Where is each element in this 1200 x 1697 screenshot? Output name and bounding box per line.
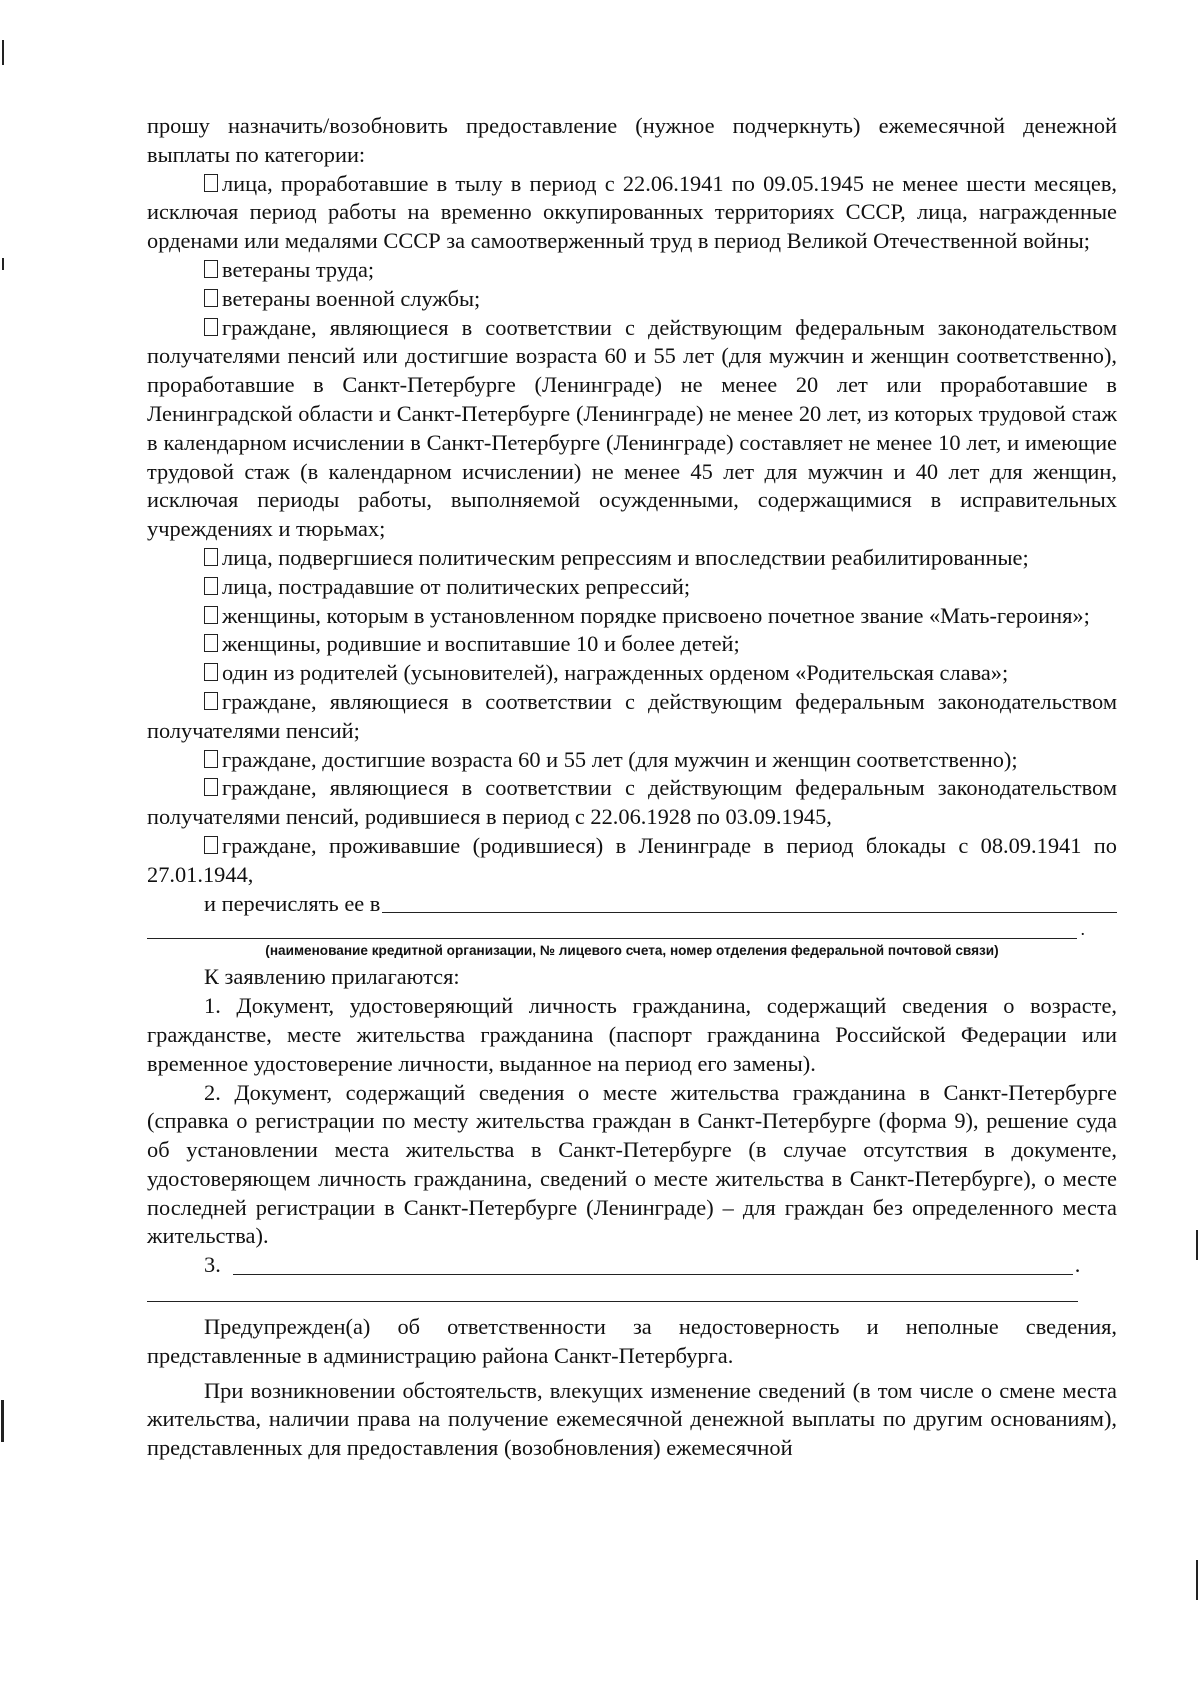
notice-paragraph: При возникновении обстоятельств, влекущих изменение сведений (в том числе о смене места жительства, наличии права на получение ежемесячной денежной выплаты по другим основаниям), представленных для предоставления (возобновления) ежемесячной — [147, 1377, 1117, 1461]
attachment-item: 2. Документ, содержащий сведения о месте жительства гражданина в Санкт-Петербурге (справка о регистрации по месту жительства граждан в Санкт-Петербурге (форма 9), решение суда об установлении места жительства в Санкт-Петербурге (в случае отсутствия в документе, удостоверяющем личность гражданина, сведений о месте жительства в Санкт-Петербурге), о месте последней регистрации в Санкт-Петербурге (Ленинграде) – для граждан без определенного места жительства). — [147, 1079, 1117, 1249]
category-item — [147, 832, 1117, 890]
category-text: граждане, являющиеся в соответствии с действующим федеральным законодательством получателями пенсий; — [147, 688, 1117, 743]
category-text: лица, проработавшие в тылу в период с 22.06.1941 по 09.05.1945 не менее шести месяцев, исключая период работы на временно оккупированных территориях СССР, лица, награжденные орденами или медалями СССР за самоотверженный труд в период Великой Отечественной войны; — [147, 170, 1117, 254]
category-item — [147, 774, 1117, 832]
category-text: граждане, достигшие возраста 60 и 55 лет (для мужчин и женщин соответственно); — [222, 746, 1018, 772]
category-text: ветераны труда; — [222, 256, 375, 282]
scan-edge-mark — [1, 1400, 4, 1442]
scan-edge-mark — [2, 40, 4, 65]
attachments-heading: К заявлению прилагаются: — [204, 964, 460, 990]
checkbox[interactable] — [204, 778, 218, 796]
attachment-item: 1. Документ, удостоверяющий личность гражданина, содержащий сведения о возрасте, гражданстве, месте жительства гражданина (паспорт гражданина Российской Федерации или временное удостоверение личности, выданное на период его замены). — [147, 993, 1117, 1076]
category-text: женщины, которым в установленном порядке присвоено почетное звание «Мать-героиня»; — [222, 602, 1090, 628]
category-item — [147, 659, 1117, 688]
attachment-3-label: 3. — [204, 1252, 221, 1278]
attachment-item-3: 3. . — [147, 1251, 1117, 1280]
checkbox[interactable] — [204, 634, 218, 652]
transfer-field-continuation[interactable]: . — [147, 918, 1077, 939]
attachment-3-field[interactable] — [233, 1253, 1073, 1275]
transfer-field[interactable] — [382, 891, 1117, 913]
attachment-blank-line[interactable] — [147, 1280, 1078, 1302]
document-body — [147, 112, 1117, 1463]
category-text: лица, пострадавшие от политических репрессий; — [222, 573, 691, 599]
checkbox[interactable] — [204, 548, 218, 566]
category-item — [147, 630, 1117, 659]
intro-paragraph: прошу назначить/возобновить предоставление (нужное подчеркнуть) ежемесячной денежной выплаты по категории: — [147, 113, 1117, 167]
checkbox[interactable] — [204, 750, 218, 768]
checkbox[interactable] — [204, 174, 218, 192]
category-item — [147, 746, 1117, 775]
checkbox[interactable] — [204, 260, 218, 278]
category-item — [147, 573, 1117, 602]
category-item — [147, 314, 1117, 544]
category-text: ветераны военной службы; — [222, 285, 481, 311]
category-text: граждане, являющиеся в соответствии с действующим федеральным законодательством получателями пенсий или достигшие возраста 60 и 55 лет (для мужчин и женщин соответственно), проработавшие в Санкт-Петербурге (Ленинграде) не менее 20 лет или проработавшие в Ленинградской области и Санкт-Петербурге (Ленинграде) не менее 20 лет, из которых трудовой стаж в календарном исчислении в Санкт-Петербурге (Ленинграде) составляет не менее 10 лет, и имеющие трудовой стаж (в календарном исчислении) не менее 45 лет для мужчин и 40 лет для женщин, исключая периоды работы, выполняемой осужденными, содержащимися в исправительных учреждениях и тюрьмах; — [147, 314, 1117, 542]
transfer-row — [147, 890, 1117, 919]
scan-edge-mark — [1196, 1560, 1198, 1600]
transfer-label: и перечислять ее в — [204, 890, 381, 916]
scan-edge-mark — [2, 258, 4, 270]
category-item — [147, 688, 1117, 746]
scan-edge-mark — [1196, 1230, 1198, 1260]
category-item — [147, 285, 1117, 314]
category-text: лица, подвергшиеся политическим репрессиям и впоследствии реабилитированные; — [222, 544, 1029, 570]
warning-paragraph: Предупрежден(а) об ответственности за недостоверность и неполные сведения, представленные в администрацию района Санкт-Петербурга. — [147, 1314, 1117, 1368]
category-text: один из родителей (усыновителей), награжденных орденом «Родительская слава»; — [222, 660, 1009, 686]
transfer-caption: (наименование кредитной организации, № лицевого счета, номер отделения федеральной почтовой связи) — [265, 943, 999, 959]
category-text: граждане, проживавшие (родившиеся) в Ленинграде в период блокады с 08.09.1941 по 27.01.1944, — [147, 832, 1117, 887]
checkbox[interactable] — [204, 577, 218, 595]
category-text: женщины, родившие и воспитавшие 10 и более детей; — [222, 631, 740, 657]
category-item — [147, 256, 1117, 285]
checkbox[interactable] — [204, 663, 218, 681]
checkbox[interactable] — [204, 692, 218, 710]
checkbox[interactable] — [204, 606, 218, 624]
checkbox[interactable] — [204, 318, 218, 336]
category-item — [147, 602, 1117, 631]
category-item — [147, 170, 1117, 256]
category-item — [147, 544, 1117, 573]
checkbox[interactable] — [204, 289, 218, 307]
checkbox[interactable] — [204, 836, 218, 854]
category-text: граждане, являющиеся в соответствии с действующим федеральным законодательством получателями пенсий, родившиеся в период с 22.06.1928 по 03.09.1945, — [147, 775, 1117, 830]
